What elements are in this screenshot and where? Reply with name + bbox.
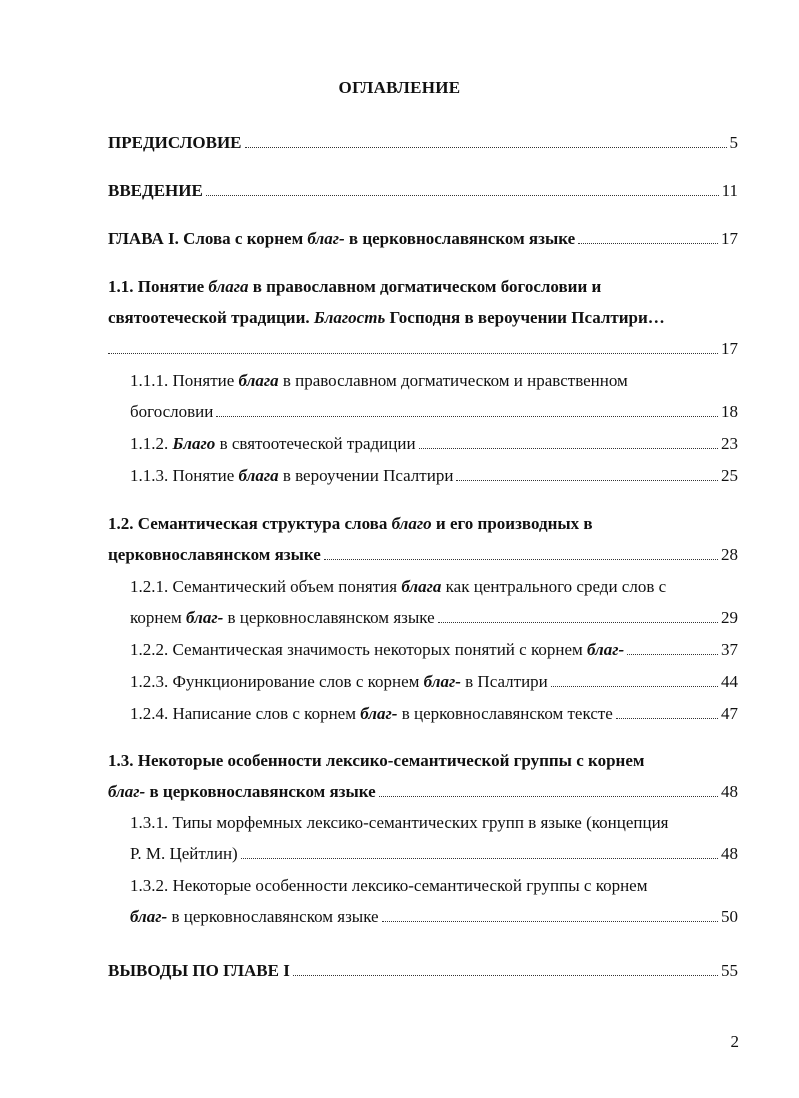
toc-entry-1-3-line1[interactable]: 1.3. Некоторые особенности лексико-семантической группы с корнем bbox=[108, 751, 645, 770]
toc-leader-dots bbox=[206, 194, 719, 196]
toc-label: богословии bbox=[130, 402, 214, 421]
toc-entry-1-1-2[interactable] bbox=[130, 433, 738, 455]
toc-leader-dots bbox=[616, 717, 718, 719]
toc-leader-dots bbox=[245, 146, 727, 148]
toc-entry-1-2-4[interactable] bbox=[130, 703, 738, 725]
toc-leader-dots bbox=[438, 621, 718, 623]
toc-entry-preface[interactable] bbox=[108, 132, 738, 154]
toc-page-number: 18 bbox=[721, 402, 738, 421]
toc-page-number: 50 bbox=[721, 907, 738, 926]
toc-label: Р. М. Цейтлин) bbox=[130, 844, 238, 863]
toc-leader-dots bbox=[551, 685, 718, 687]
toc-page-number: 25 bbox=[721, 466, 738, 485]
toc-page-number: 28 bbox=[721, 545, 738, 564]
toc-entry-1-2-line1[interactable]: 1.2. Семантическая структура слова благо и его производных в bbox=[108, 514, 593, 533]
toc-leader-dots bbox=[108, 352, 718, 354]
toc-entry-1-2-3[interactable] bbox=[130, 671, 738, 693]
toc-label: церковнославянском языке bbox=[108, 545, 321, 564]
toc-entry-chapter-1[interactable] bbox=[108, 228, 738, 250]
toc-label: ВВЕДЕНИЕ bbox=[108, 181, 203, 200]
toc-page-number: 55 bbox=[721, 961, 738, 980]
toc-entry-1-2-1-line2[interactable] bbox=[130, 607, 738, 629]
toc-entry-1-3-1-line1[interactable]: 1.3.1. Типы морфемных лексико-семантических групп в языке (концепция bbox=[130, 813, 669, 832]
toc-page-number: 29 bbox=[721, 608, 738, 627]
toc-label: ВЫВОДЫ ПО ГЛАВЕ I bbox=[108, 961, 290, 980]
toc-entry-1-3-2-line2[interactable] bbox=[130, 906, 738, 928]
toc-label: благ- в церковнославянском языке bbox=[108, 782, 376, 801]
toc-entry-1-1-3[interactable] bbox=[130, 465, 738, 487]
toc-entry-1-2-2[interactable] bbox=[130, 639, 738, 661]
toc-leader-dots bbox=[627, 653, 718, 655]
toc-label: корнем благ- в церковнославянском языке bbox=[130, 608, 435, 627]
toc-leader-dots bbox=[419, 447, 718, 449]
toc-entry-1-1-line2[interactable]: святоотеческой традиции. Благость Господня в вероучении Псалтири… bbox=[108, 308, 665, 327]
toc-leader-dots bbox=[379, 795, 718, 797]
toc-entry-1-3-line2[interactable] bbox=[108, 781, 738, 803]
toc-page-number: 44 bbox=[721, 672, 738, 691]
toc-entry-1-1-1-line2[interactable] bbox=[130, 401, 738, 423]
toc-label: 1.2.4. Написание слов с корнем благ- в церковнославянском тексте bbox=[130, 704, 613, 723]
toc-entry-1-1-line3[interactable] bbox=[108, 338, 738, 360]
toc-label: 1.1.2. Благо в святоотеческой традиции bbox=[130, 434, 416, 453]
toc-leader-dots bbox=[382, 920, 718, 922]
toc-entry-1-2-line2[interactable] bbox=[108, 544, 738, 566]
toc-page-number: 47 bbox=[721, 704, 738, 723]
page-number: 2 bbox=[730, 1032, 739, 1051]
toc-page-number: 48 bbox=[721, 844, 738, 863]
toc-entry-intro[interactable] bbox=[108, 180, 738, 202]
toc-entry-1-2-1-line1[interactable]: 1.2.1. Семантический объем понятия блага как центрального среди слов с bbox=[130, 577, 667, 596]
toc-label: благ- в церковнославянском языке bbox=[130, 907, 379, 926]
toc-page-number: 17 bbox=[721, 339, 738, 358]
toc-page-number: 17 bbox=[721, 229, 738, 248]
toc-entry-1-1-1-line1[interactable]: 1.1.1. Понятие блага в православном догматическом и нравственном bbox=[130, 371, 628, 390]
toc-label: 1.1.3. Понятие блага в вероучении Псалтири bbox=[130, 466, 454, 485]
toc-leader-dots bbox=[293, 974, 718, 976]
toc-leader-dots bbox=[216, 415, 718, 417]
toc-entry-1-3-2-line1[interactable]: 1.3.2. Некоторые особенности лексико-семантической группы с корнем bbox=[130, 876, 648, 895]
toc-page-number: 48 bbox=[721, 782, 738, 801]
toc-label: ПРЕДИСЛОВИЕ bbox=[108, 133, 242, 152]
toc-page-number: 37 bbox=[721, 640, 738, 659]
page-title: ОГЛАВЛЕНИЕ bbox=[338, 78, 461, 97]
toc-page-number: 23 bbox=[721, 434, 738, 453]
toc-label: 1.2.2. Семантическая значимость некоторых понятий с корнем благ- bbox=[130, 640, 625, 659]
toc-page-number: 5 bbox=[729, 133, 738, 152]
toc-entry-1-1-line1[interactable]: 1.1. Понятие блага в православном догматическом богословии и bbox=[108, 277, 602, 296]
toc-leader-dots bbox=[456, 479, 718, 481]
toc-entry-conclusions[interactable] bbox=[108, 960, 738, 982]
toc-page-number: 11 bbox=[721, 181, 738, 200]
toc-leader-dots bbox=[578, 242, 718, 244]
toc-label: 1.2.3. Функционирование слов с корнем благ- в Псалтири bbox=[130, 672, 548, 691]
toc-leader-dots bbox=[241, 857, 718, 859]
toc-entry-1-3-1-line2[interactable] bbox=[130, 843, 738, 865]
toc-label: ГЛАВА I. Слова с корнем благ- в церковнославянском языке bbox=[108, 229, 576, 248]
toc-leader-dots bbox=[324, 558, 718, 560]
